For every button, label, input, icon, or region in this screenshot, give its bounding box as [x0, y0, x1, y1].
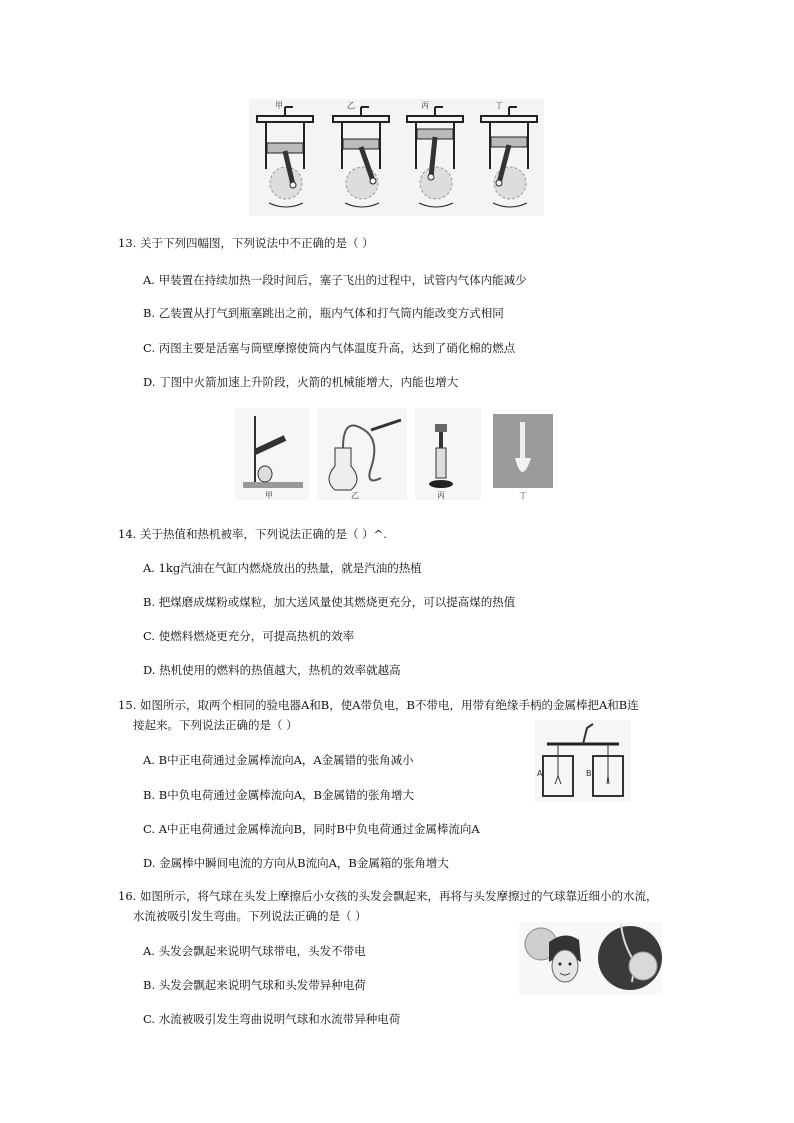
- q16-stem-line2: 水流被吸引发生弯曲。下列说法正确的是（ ）: [133, 909, 367, 923]
- q13-stem: 13. 关于下列四幅图，下列说法中不正确的是（ ）: [118, 236, 374, 250]
- engine-label-ding: 丁: [495, 101, 503, 110]
- q14-stem: 14. 关于热值和热机被率，下列说法正确的是（ ）^.: [118, 527, 387, 541]
- q13-apparatus-figure: [231, 408, 561, 500]
- q15-option-b: B. B中负电荷通过金厲棒流向A，B金属错的张角增大: [143, 788, 414, 802]
- q13-label-ding: 丁: [519, 491, 527, 500]
- q15-label-b: B: [586, 769, 592, 778]
- q14-option-c: C. 使燃料燃烧更充分，可提高热机的效率: [143, 629, 355, 643]
- q13-label-jia: 甲: [265, 491, 273, 500]
- q13-figure-bing: [415, 408, 481, 500]
- q13-label-bing: 丙: [437, 491, 445, 500]
- q13-option-b: B. 乙装置从打气到瓶塞跳出之前，瓶内气体和打气筒内能改变方式相同: [143, 306, 504, 320]
- engine-label-yi: 乙: [347, 101, 355, 110]
- q13-figure-yi: [317, 408, 407, 500]
- q13-label-yi: 乙: [351, 491, 359, 500]
- q16-balloon-figure: [519, 922, 662, 995]
- q15-option-a: A. B中正电荷通过金属棒流向A，A金属错的张角减小: [143, 753, 414, 767]
- q13-option-d: D. 丁图中火箭加速上升阶段，火箭的机械能增大，内能也增大: [143, 375, 459, 389]
- q13-option-c: C. 丙图主要是活塞与筒壁摩擦使筒内气体温度升高，达到了硝化棉的燃点: [143, 341, 516, 355]
- q15-stem-line1: 15. 如图所示，取两个相同的验电器A和B，使A带负电，B不带电，用带有绝缘手柄的金属棒把A和B连: [118, 698, 639, 712]
- q14-option-d: D. 热机使用的燃料的热值越大，热机的效率就越高: [143, 663, 401, 677]
- engine-label-bing: 丙: [421, 101, 429, 110]
- engine-label-jia: 甲: [275, 101, 283, 110]
- q16-option-c: C. 水流被吸引发生弯曲说明气球和水流带异种电荷: [143, 1012, 401, 1026]
- q15-option-c: C. A中正电荷通过金属棒流向B，同时B中负电荷通过金属棒流向A: [143, 822, 480, 836]
- q16-option-b: B. 头发会飘起来说明气球和头发带异种电荷: [143, 978, 366, 992]
- q15-option-d: D. 金属棒中瞬间电流的方向从B流向A，B金属箱的张角增大: [143, 856, 449, 870]
- q15-label-a: A: [537, 769, 543, 778]
- q16-stem-line1: 16. 如图所示，将气球在头发上摩擦后小女孩的头发会飘起来，再将与头发摩擦过的气球靠近细小的水流，: [118, 889, 658, 903]
- q15-stem-line2: 接起来。下列说法正确的是（ ）: [133, 718, 298, 732]
- q15-electroscope-figure: [535, 720, 631, 802]
- q13-option-a: A. 甲装置在持续加热一段时间后，塞子飞出的过程中，试管内气体内能减少: [143, 273, 527, 287]
- q13-figure-ding: [493, 414, 553, 500]
- q14-option-b: B. 把煤磨成煤粉或煤粒，加大送风量使其燃烧更充分，可以提高煤的热值: [143, 595, 516, 609]
- engine-strokes-figure: [249, 99, 544, 216]
- q16-option-a: A. 头发会飘起来说明气球带电，头发不带电: [143, 944, 366, 958]
- q14-option-a: A. 1kg汽油在气缸内燃烧放出的热量，就是汽油的热植: [143, 561, 422, 575]
- q13-figure-jia: [235, 408, 309, 500]
